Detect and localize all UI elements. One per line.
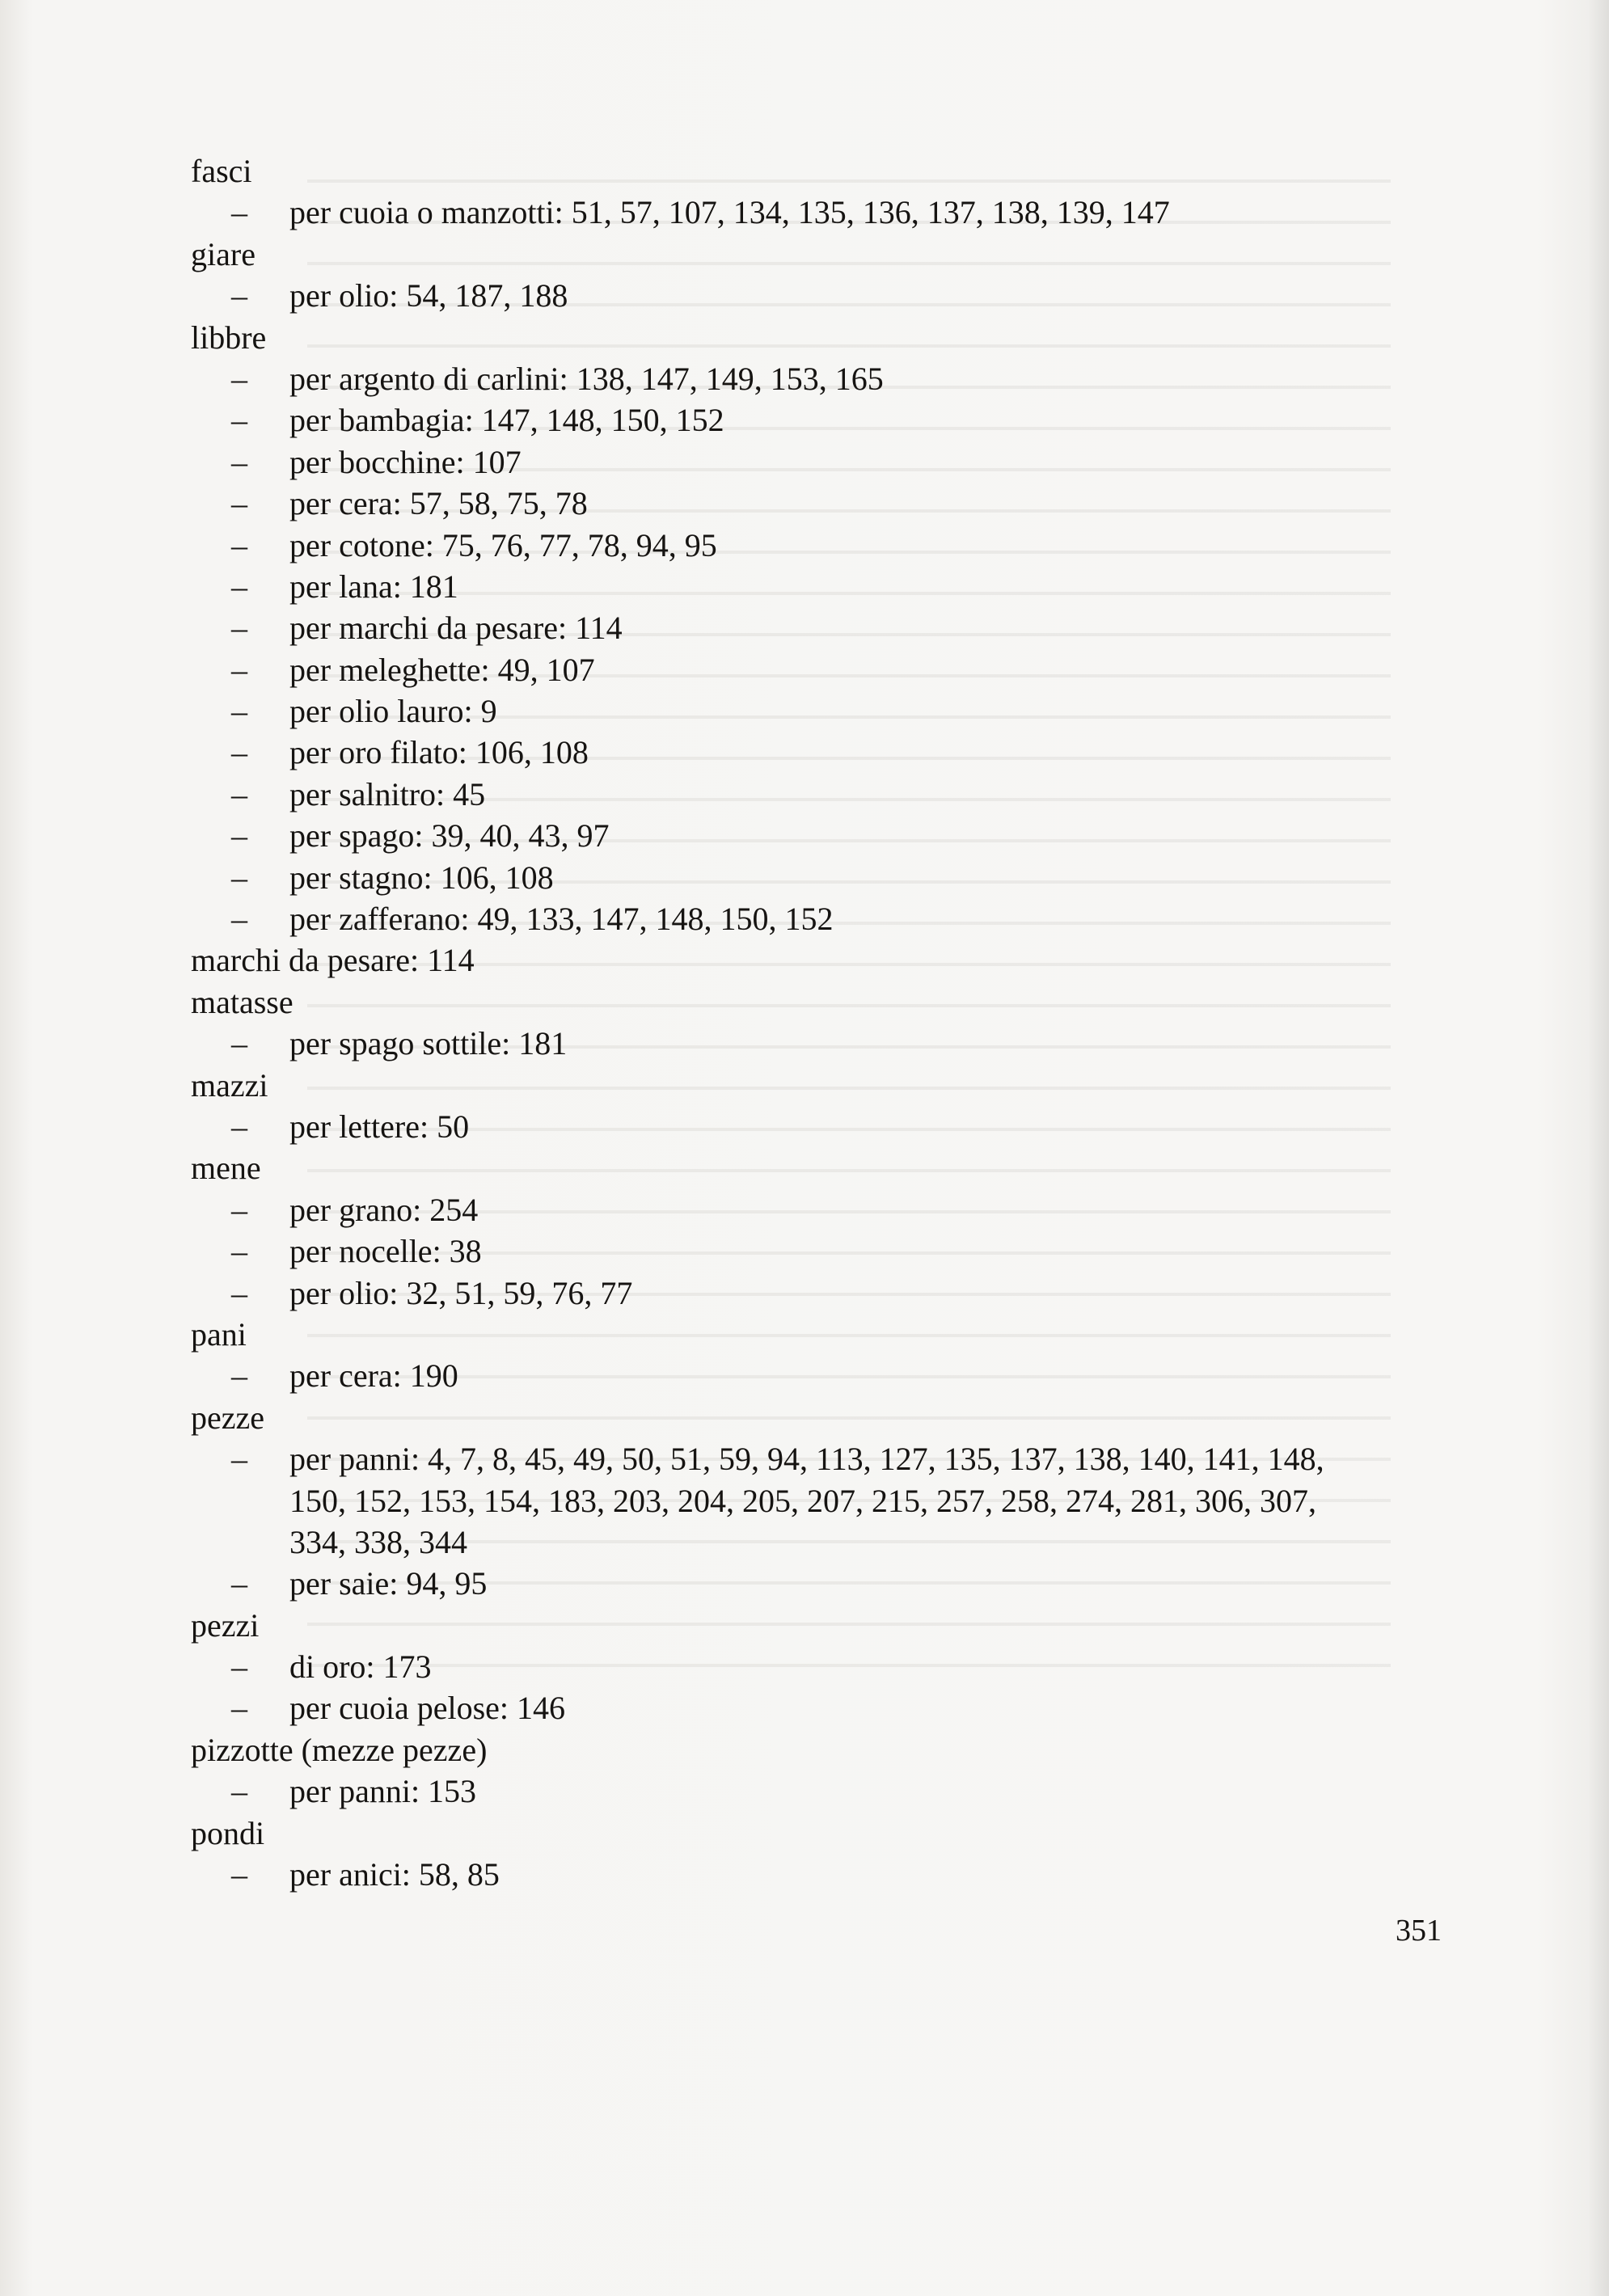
- index-term: marchi da pesare: 114: [191, 942, 475, 979]
- dash-marker: –: [231, 610, 247, 647]
- index-subentry: [191, 483, 1452, 524]
- subentry-text: per grano: 254: [289, 1191, 479, 1228]
- index-subentry: [191, 1023, 1452, 1064]
- dash-marker: –: [231, 1773, 247, 1810]
- subentry-text: per spago: 39, 40, 43, 97: [289, 817, 610, 855]
- subentry-text: per bocchine: 107: [289, 443, 522, 480]
- index-subentry: [191, 275, 1452, 316]
- subentry-text: per panni: 4, 7, 8, 45, 49, 50, 51, 59, 94, 113, 127, 135, 137, 138, 140, 141, 148,: [289, 1441, 1324, 1478]
- dash-marker: –: [231, 402, 247, 439]
- subentry-text: per cotone: 75, 76, 77, 78, 94, 95: [289, 526, 717, 563]
- dash-marker: –: [231, 1441, 247, 1478]
- dash-marker: –: [231, 526, 247, 563]
- dash-marker: –: [231, 1565, 247, 1602]
- index-subentry: [191, 192, 1452, 233]
- subentry-text: per saie: 94, 95: [289, 1565, 488, 1602]
- subentry-text: per lana: 181: [289, 568, 458, 605]
- page-number: 351: [1396, 1914, 1442, 1948]
- index-subentry: [191, 399, 1452, 441]
- subentry-text: di oro: 173: [289, 1648, 432, 1686]
- dash-marker: –: [231, 277, 247, 314]
- index-term: mene: [191, 1150, 261, 1187]
- subentry-text: per lettere: 50: [289, 1108, 470, 1145]
- dash-marker: –: [231, 817, 247, 855]
- dash-marker: –: [231, 194, 247, 231]
- dash-marker: –: [231, 1856, 247, 1893]
- dash-marker: –: [231, 1690, 247, 1727]
- subentry-text: per meleghette: 49, 107: [289, 651, 595, 688]
- index-subentry: [191, 1563, 1452, 1604]
- page-edge-shadow: [1588, 0, 1609, 2296]
- index-subentry: [191, 1273, 1452, 1314]
- subentry-text: per salnitro: 45: [289, 775, 486, 812]
- index-subentry: [191, 649, 1452, 690]
- index-subentry: [191, 732, 1452, 773]
- subentry-text: per cuoia o manzotti: 51, 57, 107, 134, 135, 136, 137, 138, 139, 147: [289, 194, 1170, 231]
- subentry-text: per zafferano: 49, 133, 147, 148, 150, 152: [289, 901, 834, 938]
- subentry-text: per olio: 54, 187, 188: [289, 277, 568, 314]
- dash-marker: –: [231, 485, 247, 522]
- subentry-text: per panni: 153: [289, 1773, 477, 1810]
- dash-marker: –: [231, 568, 247, 605]
- subentry-text: 150, 152, 153, 154, 183, 203, 204, 205, 207, 215, 257, 258, 274, 281, 306, 307,: [289, 1482, 1316, 1519]
- dash-marker: –: [231, 1025, 247, 1062]
- dash-marker: –: [231, 1191, 247, 1228]
- index-subentry: [191, 1646, 1452, 1687]
- subentry-text: per spago sottile: 181: [289, 1025, 568, 1062]
- index-term: pani: [191, 1315, 247, 1353]
- index-subentry: [191, 690, 1452, 732]
- index-subentry: [191, 1771, 1452, 1812]
- index-subentry: [191, 1438, 1452, 1479]
- index-subentry: [191, 1230, 1452, 1272]
- dash-marker: –: [231, 775, 247, 812]
- dash-marker: –: [231, 1233, 247, 1270]
- dash-marker: –: [231, 1357, 247, 1395]
- dash-marker: –: [231, 1648, 247, 1686]
- dash-marker: –: [231, 734, 247, 771]
- index-subentry: [191, 1687, 1452, 1728]
- dash-marker: –: [231, 1108, 247, 1145]
- subentry-text: per cera: 57, 58, 75, 78: [289, 485, 588, 522]
- index-subentry-continuation: [191, 1522, 1452, 1563]
- index-subentry: [191, 525, 1452, 566]
- subentry-text: per oro filato: 106, 108: [289, 734, 589, 771]
- index-subentry: [191, 1355, 1452, 1396]
- index-subentry: [191, 607, 1452, 648]
- subentry-text: per olio lauro: 9: [289, 693, 497, 730]
- dash-marker: –: [231, 360, 247, 397]
- index-list: [191, 150, 1452, 1895]
- index-term: pezze: [191, 1399, 265, 1436]
- index-term: libbre: [191, 319, 267, 356]
- index-subentry: [191, 566, 1452, 607]
- subentry-text: per cera: 190: [289, 1357, 458, 1395]
- index-subentry: [191, 358, 1452, 399]
- index-subentry: [191, 898, 1452, 939]
- index-term: pizzotte (mezze pezze): [191, 1731, 488, 1768]
- dash-marker: –: [231, 1274, 247, 1311]
- index-term: pezzi: [191, 1606, 260, 1644]
- index-subentry: [191, 1106, 1452, 1147]
- subentry-text: per stagno: 106, 108: [289, 859, 554, 896]
- index-term: matasse: [191, 983, 294, 1020]
- dash-marker: –: [231, 443, 247, 480]
- index-subentry: [191, 1854, 1452, 1895]
- index-term: fasci: [191, 153, 252, 189]
- subentry-text: per cuoia pelose: 146: [289, 1690, 565, 1727]
- subentry-text: per marchi da pesare: 114: [289, 610, 623, 647]
- index-term: mazzi: [191, 1066, 268, 1104]
- subentry-text: per olio: 32, 51, 59, 76, 77: [289, 1274, 633, 1311]
- dash-marker: –: [231, 651, 247, 688]
- subentry-text: per bambagia: 147, 148, 150, 152: [289, 402, 724, 439]
- index-subentry: [191, 441, 1452, 483]
- dash-marker: –: [231, 859, 247, 896]
- index-term: giare: [191, 235, 255, 272]
- index-term: pondi: [191, 1814, 265, 1851]
- index-subentry: [191, 774, 1452, 815]
- dash-marker: –: [231, 693, 247, 730]
- index-subentry: [191, 1189, 1452, 1230]
- subentry-text: per argento di carlini: 138, 147, 149, 153, 165: [289, 360, 884, 397]
- index-subentry-continuation: [191, 1480, 1452, 1522]
- subentry-text: per anici: 58, 85: [289, 1856, 500, 1893]
- dash-marker: –: [231, 901, 247, 938]
- subentry-text: per nocelle: 38: [289, 1233, 482, 1270]
- index-subentry: [191, 857, 1452, 898]
- subentry-text: 334, 338, 344: [289, 1523, 467, 1560]
- index-subentry: [191, 815, 1452, 856]
